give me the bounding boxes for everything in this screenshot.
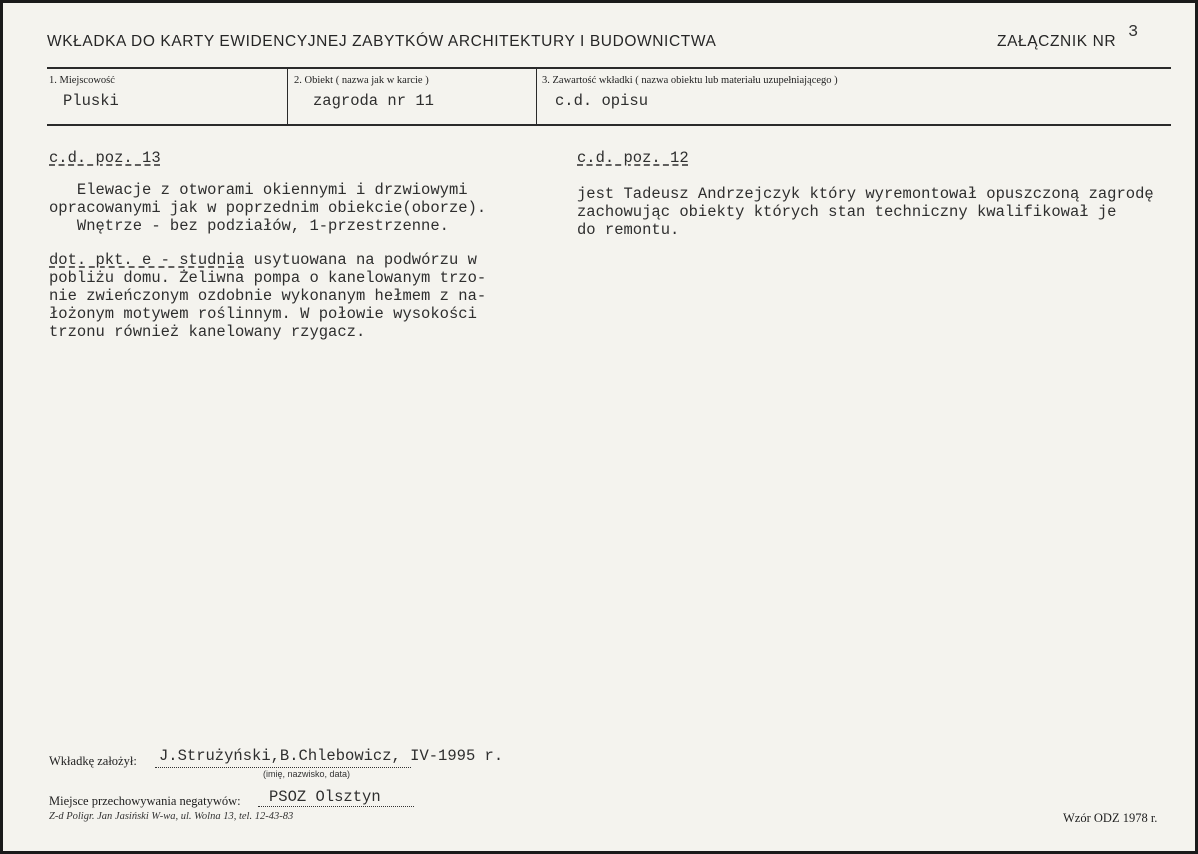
field-divider-2 [536,69,537,125]
header-rule [47,67,1171,69]
object-label: 2. Obiekt ( nazwa jak w karcie ) [294,75,429,86]
annex-number: 3 [1128,23,1139,42]
created-by-line [155,767,411,768]
created-by-value: J.Strużyński,B.Chlebowicz, IV-1995 r. [159,747,504,765]
right-line-1: jest Tadeusz Andrzejczyk który wyremontował opuszczoną zagrodę [577,185,1154,203]
negatives-location-value: PSOZ Olsztyn [269,788,381,806]
form-model: Wzór ODZ 1978 r. [1063,811,1158,825]
right-line-2: zachowując obiekty których stan techniczny kwalifikował je [577,203,1117,221]
well-reference: dot. pkt. e - studnia [49,251,245,269]
fields-bottom-rule [47,124,1171,126]
left-para1-line-3: Wnętrze - bez podziałów, 1-przestrzenne. [49,217,449,235]
left-para2-line-2: pobliżu domu. Żeliwna pompa o kanelowanym trzo- [49,269,487,287]
left-para2-line-4: łożonym motywem roślinnym. W połowie wysokości [49,305,477,323]
inventory-insert-card [3,3,1195,851]
left-para1-line-1: Elewacje z otworami okiennymi i drzwiowymi [49,181,468,199]
place-value: Pluski [63,92,119,110]
left-heading: c.d. poz. 13 [49,149,161,167]
place-label: 1. Miejscowość [49,75,115,86]
content-label: 3. Zawartość wkładki ( nazwa obiektu lub materiału uzupełniającego ) [542,75,838,86]
field-divider-1 [287,69,288,125]
right-heading: c.d. poz. 12 [577,149,689,167]
created-by-hint: (imię, nazwisko, data) [263,769,351,779]
printer-imprint: Z-d Poligr. Jan Jasiński W-wa, ul. Wolna 13, tel. 12-43-83 [49,811,294,822]
left-para1-line-2: opracowanymi jak w poprzednim obiekcie(oborze). [49,199,487,217]
created-by-label: Wkładkę założył: [49,754,137,768]
negatives-location-label: Miejsce przechowywania negatywów: [49,794,241,808]
object-value: zagroda nr 11 [313,92,434,110]
left-para2-line-3: nie zwieńczonym ozdobnie wykonanym hełmem z na- [49,287,487,305]
form-title: WKŁADKA DO KARTY EWIDENCYJNEJ ZABYTKÓW ARCHITEKTURY I BUDOWNICTWA [47,33,717,50]
well-reference-rest: usytuowana na podwórzu w [244,251,477,269]
content-value: c.d. opisu [555,92,649,110]
left-para2-line-5: trzonu również kanelowany rzygacz. [49,323,366,341]
annex-label: ZAŁĄCZNIK NR [997,33,1117,50]
left-para2-line-1 [49,250,477,270]
right-line-3: do remontu. [577,221,680,239]
